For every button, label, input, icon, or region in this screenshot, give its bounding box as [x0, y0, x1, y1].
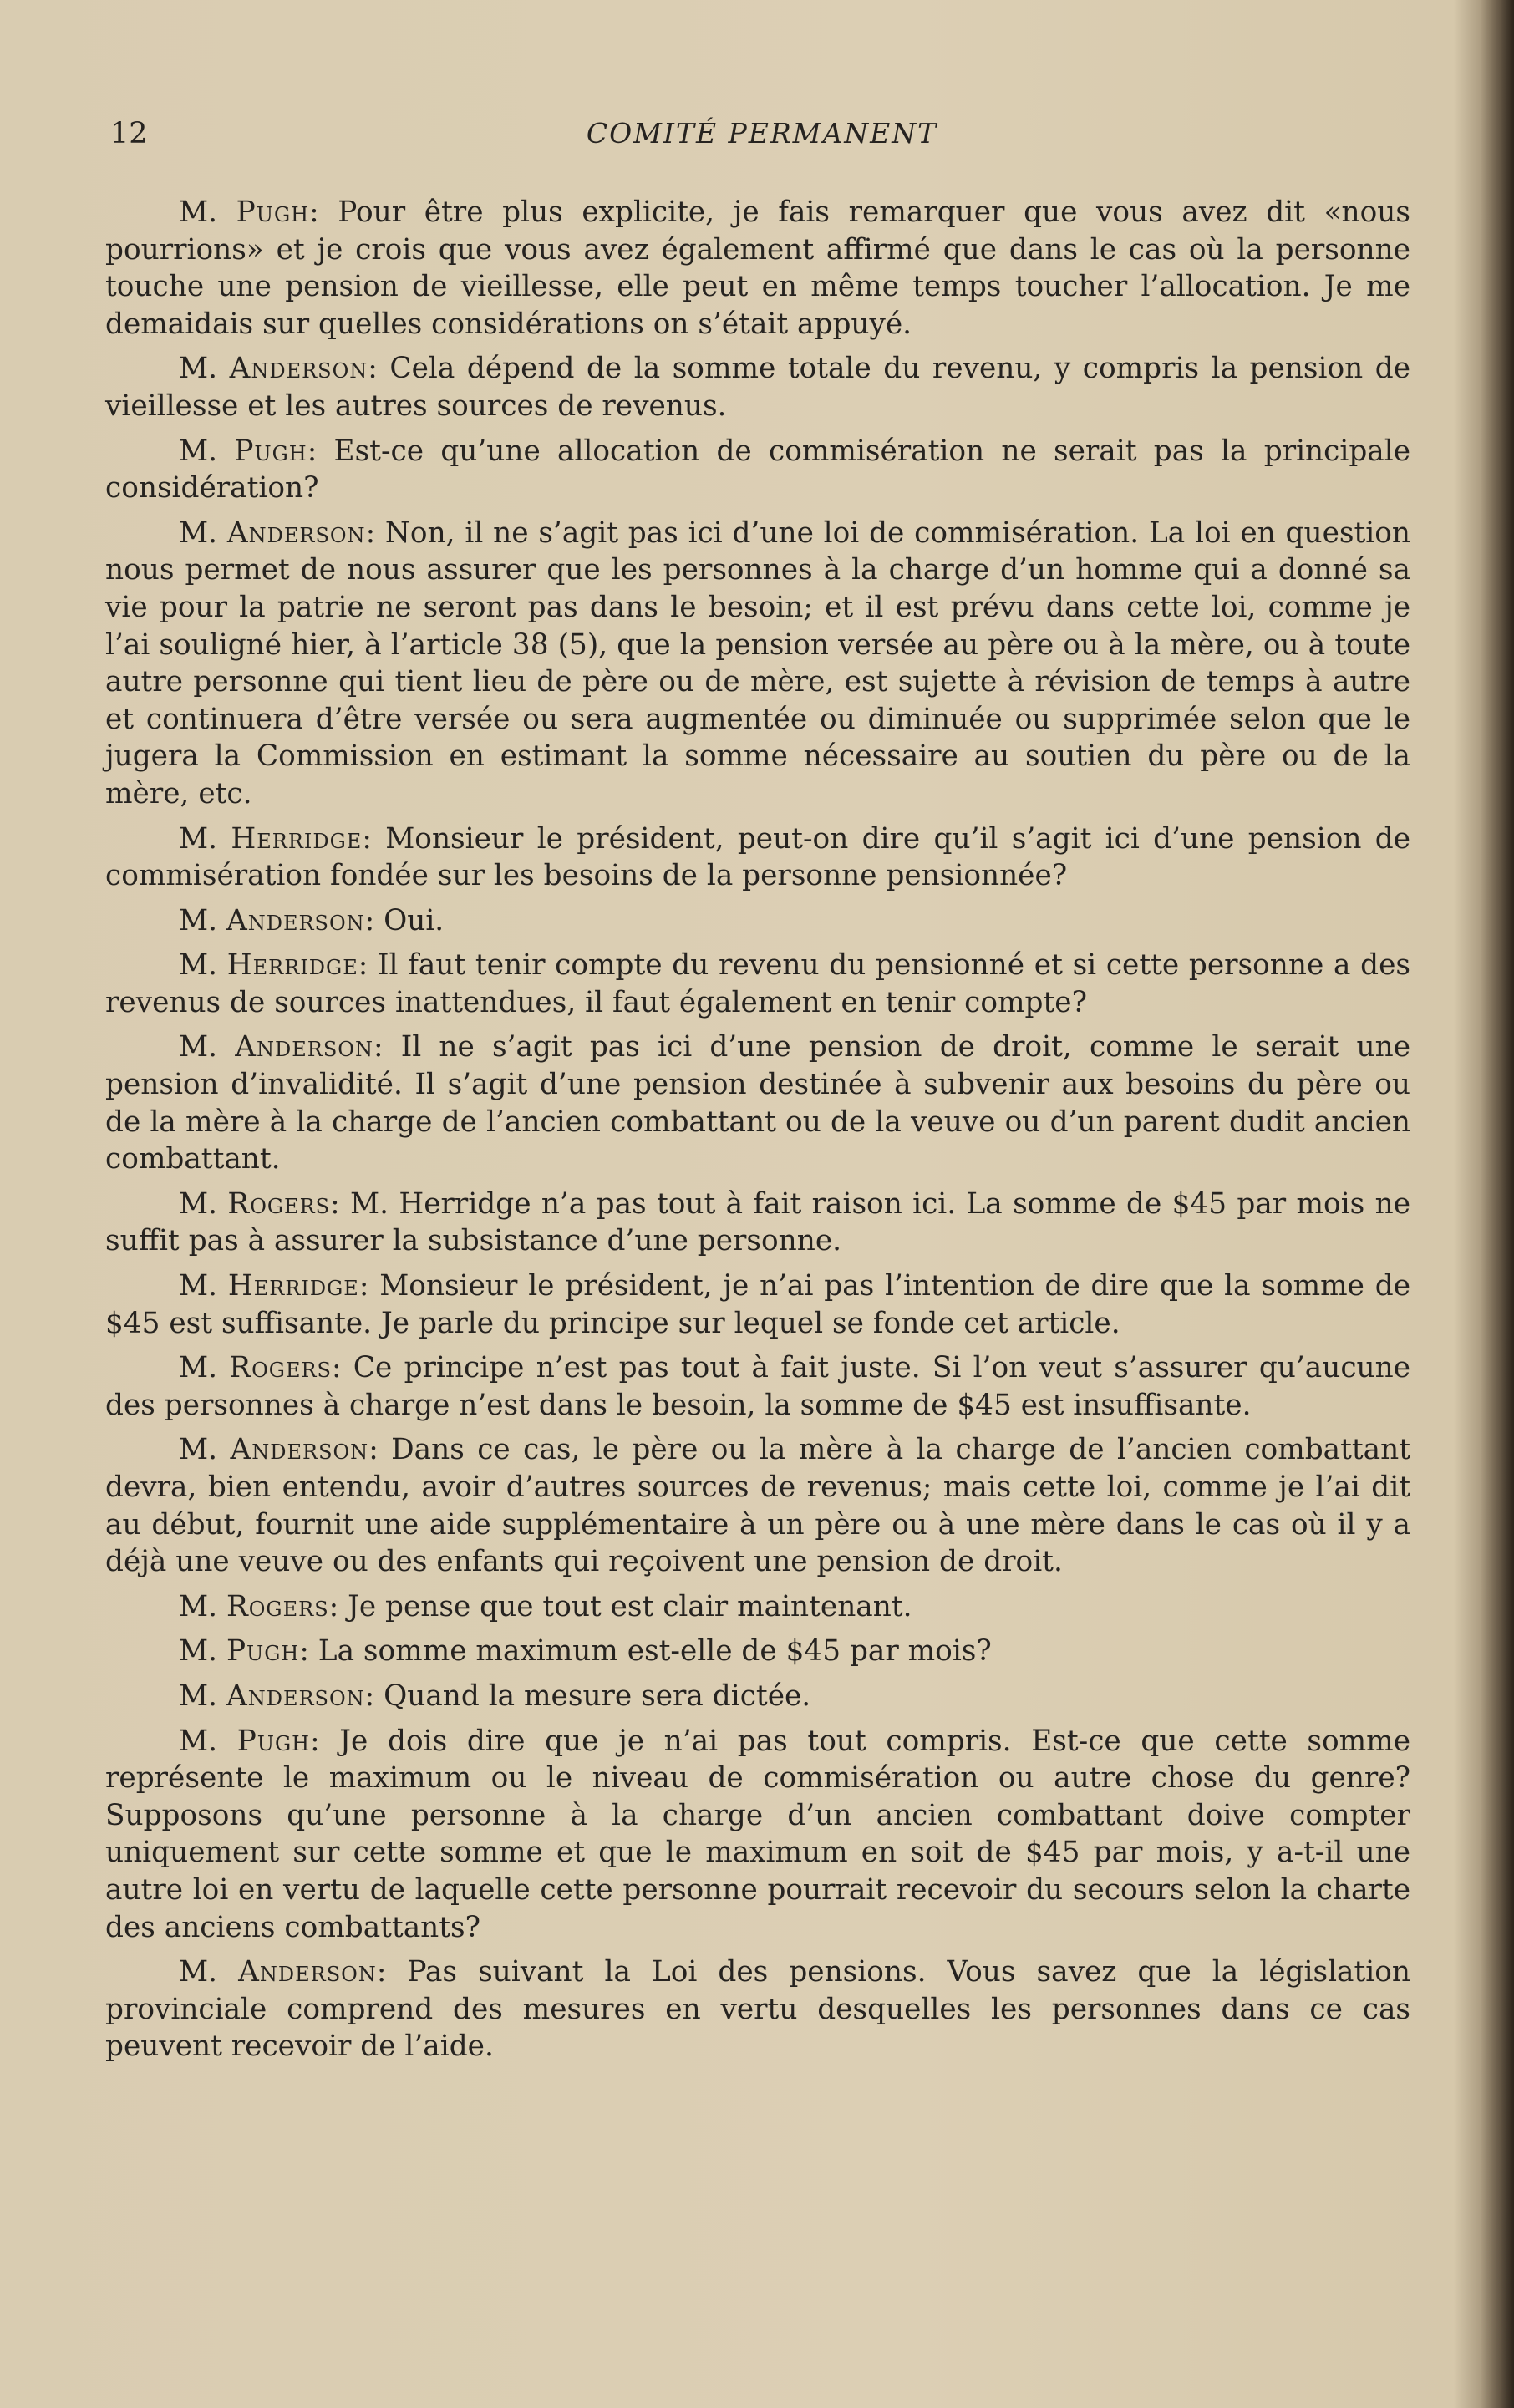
paragraph-text: : Cela dépend de la somme totale du revenu, y compris la pension de vieillesse et les autres sources de revenus. — [105, 352, 1410, 423]
transcript-paragraph — [105, 1029, 1410, 1177]
transcript-paragraph — [105, 947, 1410, 1021]
paragraph-text: : Oui. — [364, 903, 445, 937]
speaker-name: Anderson — [226, 516, 366, 550]
speaker-name: Rogers — [229, 1351, 332, 1385]
transcript-paragraph — [105, 433, 1410, 507]
transcript-paragraph — [105, 515, 1410, 813]
speaker-title: M. — [179, 1634, 218, 1669]
speaker-title: M. — [179, 434, 218, 468]
running-title: COMITÉ PERMANENT — [586, 117, 938, 150]
speaker-name: Herridge — [227, 1269, 359, 1303]
speaker-title: M. — [179, 516, 218, 550]
speaker-title: M. — [179, 948, 218, 983]
page-header — [110, 117, 1414, 159]
paragraph-text: : Monsieur le président, je n’ai pas l’intention de dire que la somme de $45 est suffisante. Je parle du principe sur lequel se fonde cet article. — [105, 1269, 1410, 1340]
paragraph-text: : Est-ce qu’une allocation de commisération ne serait pas la principale considération? — [105, 434, 1410, 505]
speaker-name: Rogers — [226, 1589, 329, 1623]
speaker-title: M. — [179, 352, 218, 386]
speaker-name: Pugh — [236, 196, 310, 229]
speaker-name: Pugh — [236, 1724, 311, 1758]
paragraph-text: : La somme maximum est-elle de $45 par mois? — [299, 1634, 992, 1669]
paragraph-text: : Je dois dire que je n’ai pas tout compris. Est-ce que cette somme représente le maximum ou le niveau de commisération ou autre chose du genre? Supposons qu’une personne à la charge d’un ancien combattant doive compter uniquement sur cette somme et que le maximum en soit de $45 par mois, y a-t-il une autre loi en vertu de laquelle cette personne pourrait recevoir du secours selon la charte des anciens combattants? — [105, 1724, 1410, 1944]
book-spine-shadow — [1481, 0, 1514, 2408]
speaker-name: Anderson — [238, 1955, 377, 1989]
speaker-name: Herridge — [226, 948, 358, 983]
speaker-title: M. — [179, 1269, 218, 1303]
paragraph-text: : Pas suivant la Loi des pensions. Vous savez que la législation provinciale comprend des mesures en vertu desquelles les personnes dans ce cas peuvent recevoir de l’aide. — [105, 1955, 1410, 2064]
speaker-name: Anderson — [230, 1433, 369, 1467]
paragraph-text: : Il ne s’agit pas ici d’une pension de droit, comme le serait une pension d’invalidité. Il s’agit d’une pension destinée à subvenir aux besoins du père ou de la mère à la charge de l’ancien combattant ou de la veuve ou d’un parent dudit ancien combattant. — [105, 1030, 1410, 1176]
transcript-paragraph — [105, 350, 1410, 424]
transcript-paragraph — [105, 820, 1410, 895]
paragraph-text: : Je pense que tout est clair maintenant. — [328, 1589, 912, 1623]
speaker-title: M. — [179, 903, 218, 937]
paragraph-text: : Dans ce cas, le père ou la mère à la charge de l’ancien combattant devra, bien entendu, avoir d’autres sources de revenus; mais cette loi, comme je l’ai dit au début, fournit une aide supplémentaire à un père ou à une mère dans le cas où il y a déjà une veuve ou des enfants qui reçoivent une pension de droit. — [105, 1433, 1411, 1579]
speaker-title: M. — [179, 1589, 218, 1623]
speaker-name: Pugh — [226, 1634, 300, 1669]
speaker-name: Rogers — [227, 1186, 331, 1221]
speaker-title: M. — [179, 1679, 218, 1713]
speaker-name: Herridge — [231, 821, 363, 856]
speaker-title: M. — [179, 1351, 218, 1385]
paragraph-text: : M. Herridge n’a pas tout à fait raison ici. La somme de $45 par mois ne suffit pas à assurer la subsistance d’une personne. — [105, 1186, 1410, 1258]
transcript-paragraph — [105, 1186, 1410, 1260]
speaker-title: M. — [179, 1433, 218, 1467]
speaker-title: M. — [179, 196, 218, 229]
speaker-name: Anderson — [229, 352, 368, 386]
paragraph-text: : Quand la mesure sera dictée. — [364, 1679, 811, 1713]
transcript-paragraph — [105, 1678, 1410, 1715]
transcript-paragraph — [105, 1588, 1410, 1626]
transcript-paragraph — [105, 1723, 1410, 1947]
transcript-paragraph — [105, 1431, 1410, 1580]
paragraph-text: : Non, il ne s’agit pas ici d’une loi de commisération. La loi en question nous permet de nous assurer que les personnes à la charge d’un homme qui a donné sa vie pour la patrie ne seront pas dans le besoin; et il est prévu dans cette loi, comme je l’ai souligné hier, à l’article 38 (5), que la pension versée au père ou à la mère, ou à toute autre personne qui tient lieu de père ou de mère, est sujette à révision de temps à autre et continuera d’être versée ou sera augmentée ou diminuée ou supprimée selon que le jugera la Commission en estimant la somme nécessaire au soutien du père ou de la mère, etc. — [105, 516, 1410, 810]
speaker-title: M. — [179, 1724, 218, 1758]
transcript-paragraph — [105, 1633, 1410, 1670]
speaker-name: Anderson — [235, 1030, 373, 1064]
speaker-title: M. — [179, 1955, 218, 1989]
speaker-title: M. — [179, 1186, 218, 1221]
transcript-paragraph — [105, 902, 1410, 940]
paragraph-text: : Monsieur le président, peut-on dire qu’il s’agit ici d’une pension de commisération fondée sur les besoins de la personne pensionnée? — [105, 821, 1410, 893]
page-number: 12 — [110, 117, 148, 150]
speaker-name: Anderson — [226, 903, 365, 937]
transcript-paragraph — [105, 1268, 1410, 1342]
paragraph-text: : Il faut tenir compte du revenu du pensionné et si cette personne a des revenus de sources inattendues, il faut également en tenir compte? — [105, 948, 1410, 1019]
paragraph-text: : Pour être plus explicite, je fais remarquer que vous avez dit «nous pourrions» et je crois que vous avez également affirmé que dans le cas où la personne touche une pension de vieillesse, elle peut en même temps toucher l’allocation. Je me demaidais sur quelles considérations on s’était appuyé. — [105, 196, 1410, 341]
transcript-paragraph — [105, 194, 1410, 343]
speaker-title: M. — [179, 821, 218, 856]
speaker-name: Anderson — [226, 1679, 365, 1713]
speaker-title: M. — [179, 1030, 218, 1064]
transcript-paragraph — [105, 1953, 1410, 2065]
speaker-name: Pugh — [234, 434, 307, 468]
transcript-paragraph — [105, 1349, 1410, 1424]
paragraph-text: : Ce principe n’est pas tout à fait juste. Si l’on veut s’assurer qu’aucune des personnes à charge n’est dans le besoin, la somme de $45 est insuffisante. — [105, 1351, 1410, 1422]
transcript-body — [105, 194, 1410, 2073]
